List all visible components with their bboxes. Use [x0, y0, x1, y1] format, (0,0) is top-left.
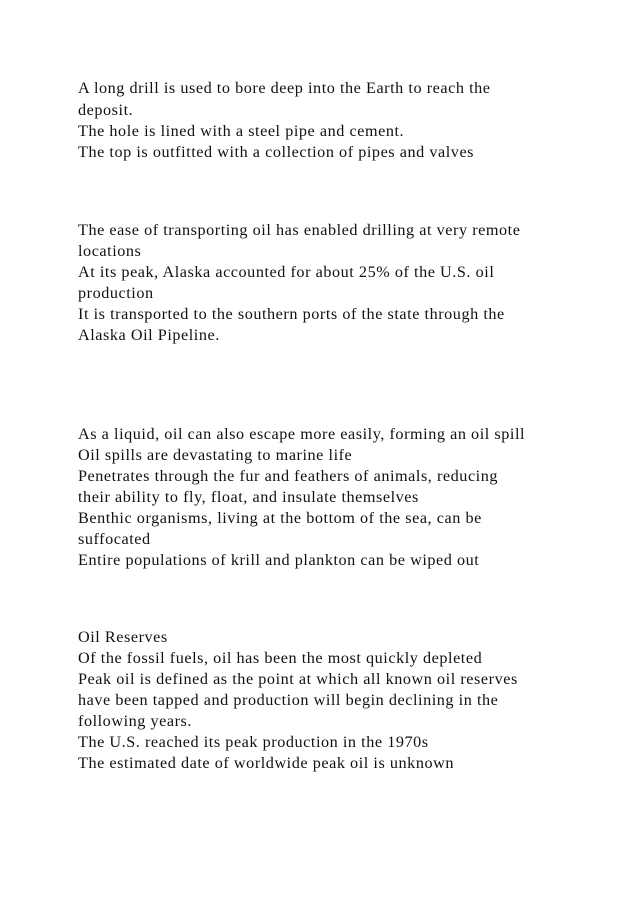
paragraph-2-line-4: production: [78, 284, 154, 302]
paragraph-1-line-2: deposit.: [78, 101, 134, 119]
paragraph-4-line-2: Of the fossil fuels, oil has been the most quickly depleted: [78, 649, 483, 667]
paragraph-4-line-6: The U.S. reached its peak production in the 1970s: [78, 733, 429, 751]
paragraph-2-line-6: Alaska Oil Pipeline.: [78, 326, 220, 344]
paragraph-3-line-3: Penetrates through the fur and feathers of animals, reducing: [78, 467, 499, 485]
paragraph-3-line-7: Entire populations of krill and plankton can be wiped out: [78, 551, 480, 569]
paragraph-3-line-4: their ability to fly, float, and insulate themselves: [78, 488, 419, 506]
paragraph-1-line-3: The hole is lined with a steel pipe and cement.: [78, 122, 405, 140]
paragraph-2-line-1: The ease of transporting oil has enabled drilling at very remote: [78, 221, 521, 239]
paragraph-4-line-7: The estimated date of worldwide peak oil is unknown: [78, 754, 454, 772]
paragraph-1-line-1: A long drill is used to bore deep into the Earth to reach the: [78, 79, 491, 97]
paragraph-2-line-5: It is transported to the southern ports of the state through the: [78, 305, 505, 323]
section-heading-oil-reserves: Oil Reserves: [78, 628, 168, 646]
paragraph-4-line-5: following years.: [78, 712, 192, 730]
paragraph-3-line-1: As a liquid, oil can also escape more easily, forming an oil spill: [78, 425, 526, 443]
paragraph-2-line-3: At its peak, Alaska accounted for about 25% of the U.S. oil: [78, 263, 495, 281]
paragraph-3-line-5: Benthic organisms, living at the bottom of the sea, can be: [78, 509, 482, 527]
paragraph-4-line-4: have been tapped and production will begin declining in the: [78, 691, 499, 709]
paragraph-3-line-2: Oil spills are devastating to marine life: [78, 446, 353, 464]
paragraph-3-line-6: suffocated: [78, 530, 151, 548]
paragraph-1-line-4: The top is outfitted with a collection of pipes and valves: [78, 143, 475, 161]
paragraph-4-line-3: Peak oil is defined as the point at which all known oil reserves: [78, 670, 518, 688]
paragraph-2-line-2: locations: [78, 242, 142, 260]
